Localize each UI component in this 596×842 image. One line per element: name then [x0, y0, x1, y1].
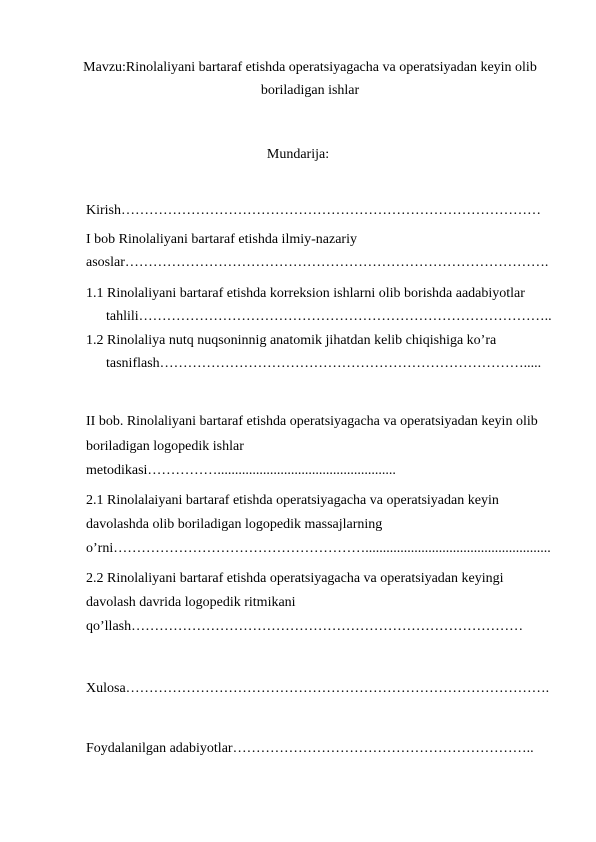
toc-entry-section-1-1: 1.1 Rinolaliyani bartaraf etishda korreksion ishlarni olib borishda aadabiyotlar: [86, 286, 525, 301]
toc-entry-section-2-2: 2.2 Rinolaliyani bartaraf etishda operatsiyagacha va operatsiyadan keyingi: [86, 571, 504, 586]
toc-entry-section-1-2: 1.2 Rinolaliya nutq nuqsoninnig anatomik jihatdan kelib chiqishiga ko’ra: [86, 333, 497, 348]
toc-entry-chapter-2-cont: boriladigan logopedik ishlar: [86, 439, 244, 454]
toc-entry-section-2-1: 2.1 Rinolalaiyani bartaraf etishda operatsiyagacha va operatsiyadan keyin: [86, 493, 499, 508]
toc-entry-section-2-2-cont-2: qo’llash…………………………………………………………………………: [86, 619, 524, 634]
toc-entry-foydalanilgan-adabiyotlar: Foydalanilgan adabiyotlar………………………………………………………..: [86, 741, 534, 756]
document-title: [60, 56, 560, 102]
toc-entry-section-1-1-cont: tahlili……………………………………………………………………………..: [106, 309, 552, 324]
toc-entry-xulosa: Xulosa……………………………………………………………………………….: [86, 681, 550, 696]
toc-entry-kirish: Kirish………………………………………………………………………………: [86, 203, 541, 218]
toc-entry-section-2-1-cont: davolashda olib boriladigan logopedik massajlarning: [86, 517, 383, 532]
toc-entry-chapter-1: I bob Rinolaliyani bartaraf etishda ilmiy-nazariy: [86, 232, 357, 247]
toc-entry-chapter-2: II bob. Rinolaliyani bartaraf etishda operatsiyagacha va operatsiyadan keyin olib: [86, 414, 538, 429]
toc-entry-section-2-2-cont: davolash davrida logopedik ritmikani: [86, 595, 296, 610]
title-line-2: boriladigan ishlar: [260, 83, 360, 98]
title-line-1: Mavzu:Rinolaliyani bartaraf etishda operatsiyagacha va operatsiyadan keyin olib: [83, 60, 537, 75]
toc-entry-chapter-1-cont: asoslar……………………………………………………………………………….: [86, 255, 549, 270]
toc-entry-section-1-2-cont: tasniflash…………………………………………………………………….....: [106, 356, 542, 371]
contents-heading: Mundarija:: [266, 147, 330, 162]
toc-entry-section-2-1-cont-2: o’rni……………………………………………….....................................................: [86, 541, 551, 556]
toc-entry-chapter-2-cont-2: metodikasi……………...................................................: [86, 463, 396, 478]
